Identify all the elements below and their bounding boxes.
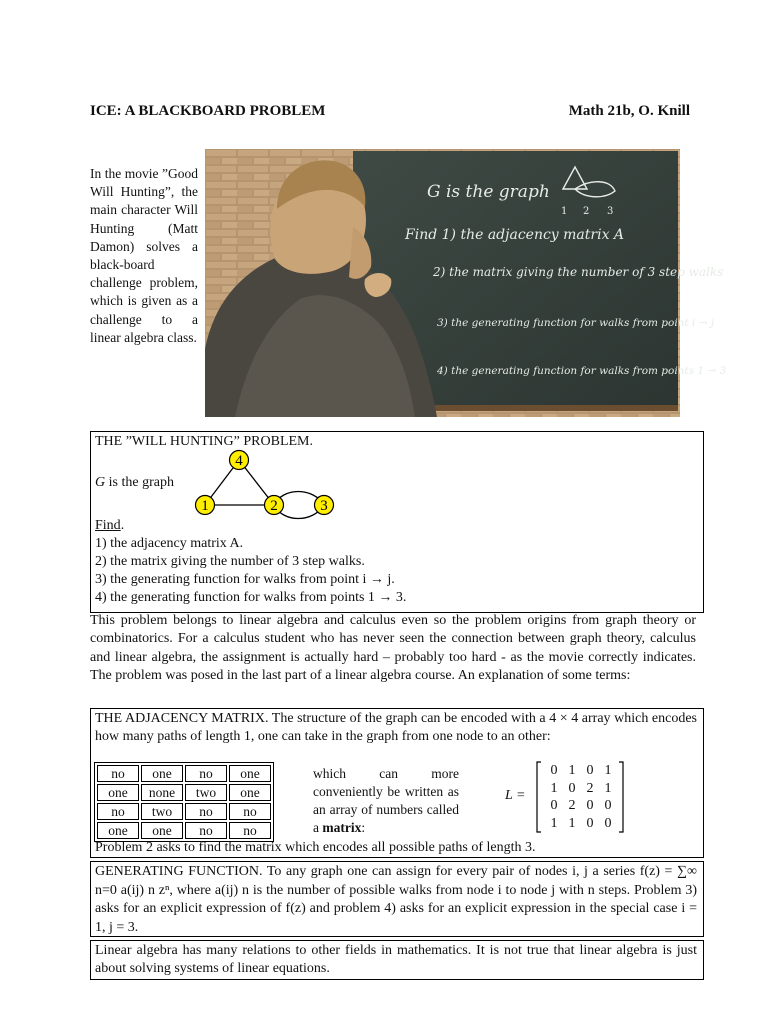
intro-text: In the movie ”Good Will Hunting”, the main character Will Hunting (Matt Damon) solves a black-board challenge problem, which is given as a challenge to a linear algebra class. [90,166,198,345]
chalk-line-1: G is the graph [427,182,550,202]
find-block: Find. 1) the adjacency matrix A. 2) the matrix giving the number of 3 step walks. 3) the generating function for walks from point i → j. 4) the generating function for walks from points 1 → 3. [95,517,697,607]
matrix-entry: 1 [604,763,612,778]
matrix-entry: 0 [604,798,612,813]
movie-still-image [205,149,727,417]
adjacency-word-table [94,762,274,842]
adjacency-text: THE ADJACENCY MATRIX. The structure of the graph can be encoded with a 4 × 4 array which encodes how many paths of length 1, one can take in the graph from one node to an other: [95,711,697,744]
chalk-line-3: 2) the matrix giving the number of 3 step walks [433,265,724,279]
adjacency-table-row [97,803,271,820]
adjacency-table-cell: one [141,765,183,782]
node-1-label: 1 [201,498,209,514]
closing-text: Linear algebra has many relations to other fields in mathematics. It is not true that linear algebra is just about solving systems of linear equations. [95,943,697,976]
matrix-entry: 0 [586,798,594,813]
adjacency-table-cell: no [97,803,139,820]
matrix-entry: 0 [586,763,594,778]
matrix-entry: 2 [586,780,594,796]
adjacency-table-cell: no [185,822,227,839]
adjacency-table-cell: none [141,784,183,801]
graph-label [95,474,697,492]
closing-box [90,940,704,980]
matrix-entry: 1 [568,763,576,778]
graph-intro-text: is the graph [108,475,174,490]
graph-symbol: G [95,475,106,490]
graph-diagram [191,447,341,522]
adjacency-table-cell: no [229,803,271,820]
matrix-entry: 1 [550,815,558,831]
adjacency-footer: Problem 2 asks to find the matrix which encodes all possible paths of length 3. [95,840,536,855]
matrix-entry: 0 [568,780,576,796]
chalk-node-1: 1 [561,206,568,217]
adjacency-table-cell: two [141,803,183,820]
matrix-entry: 1 [550,780,558,796]
find-item-2: 2) the matrix giving the number of 3 step walks. [95,554,365,569]
matrix-entry: 2 [568,798,576,813]
matrix-entry: 0 [586,815,594,831]
matrix-label: L = [505,788,526,803]
chalk-line-2: Find 1) the adjacency matrix A [405,227,625,243]
chalk-line-4: 3) the generating function for walks from point i → j [437,317,715,329]
find-item-4: 4) the generating function for walks from points 1 → 3. [95,590,407,605]
matrix-entry: 1 [604,780,612,796]
adjacency-table-row [97,765,271,782]
find-item-1: 1) the adjacency matrix A. [95,536,244,551]
problem-title: THE ”WILL HUNTING” PROBLEM. [95,434,313,449]
matrix-bold-word: matrix [322,820,362,835]
matrix-entry: 0 [550,763,558,778]
adjacency-table-cell: one [97,822,139,839]
generating-function-text: GENERATING FUNCTION. To any graph one can assign for every pair of nodes i, j a series f(z) = ∑∞ n=0 a(ij) n zⁿ, where a(ij) n is the number of possible walks from node i to node j with n steps. Problem 3) asks for an explicit expression of f(z) and problem 4) asks for an explicit expression in the special case i = 1, j = 3. [95,864,697,935]
problem-box [90,431,704,613]
adjacency-table-cell: one [229,765,271,782]
adjacency-table-cell: one [97,784,139,801]
generating-function-box [90,861,704,937]
page-title: ICE: A BLACKBOARD PROBLEM [90,103,326,119]
adjacency-box [90,708,704,858]
adjacency-table-cell: no [229,822,271,839]
matrix-row [545,780,617,798]
adjacency-table-cell: no [185,765,227,782]
matrix-entry: 0 [550,798,558,813]
explanation-paragraph: This problem belongs to linear algebra and calculus even so the problem origins from graph theory or combinatorics. For a calculus student who has never seen the connection between graph theory, calculus and linear algebra, the assignment is actually hard – probably too hard - as the movie correctly indicates. The problem was posed in the last part of a linear algebra course. An explanation of some terms: [90,613,696,683]
adjacency-table-cell: one [229,784,271,801]
adjacency-table-cell: no [97,765,139,782]
matrix-row [545,815,617,833]
matrix-row [545,762,617,780]
adjacency-table-cell: no [185,803,227,820]
node-4-label: 4 [235,453,243,469]
matrix-row [545,797,617,815]
adjacency-table-row [97,784,271,801]
chalk-line-5: 4) the generating function for walks from points 1 → 3 [437,365,727,377]
find-label: Find [95,518,121,533]
adjacency-table-cell: two [185,784,227,801]
find-item-3: 3) the generating function for walks from point i → j. [95,572,395,587]
matrix-entry: 0 [604,815,612,831]
adjacency-table-row [97,822,271,839]
course-label: Math 21b, O. Knill [568,103,690,119]
chalk-node-2: 2 [583,206,590,217]
node-3-label: 3 [320,498,328,514]
matrix-L [535,761,625,833]
adjacency-table-cell: one [141,822,183,839]
chalk-node-3: 3 [607,206,614,217]
node-2-label: 2 [270,498,278,514]
matrix-side-text-body: which can more conveniently be written as an array of numbers called a [313,766,459,835]
matrix-entry: 1 [568,815,576,831]
matrix-side-text: which can more conveniently be written as an array of numbers called a matrix: [313,766,459,835]
